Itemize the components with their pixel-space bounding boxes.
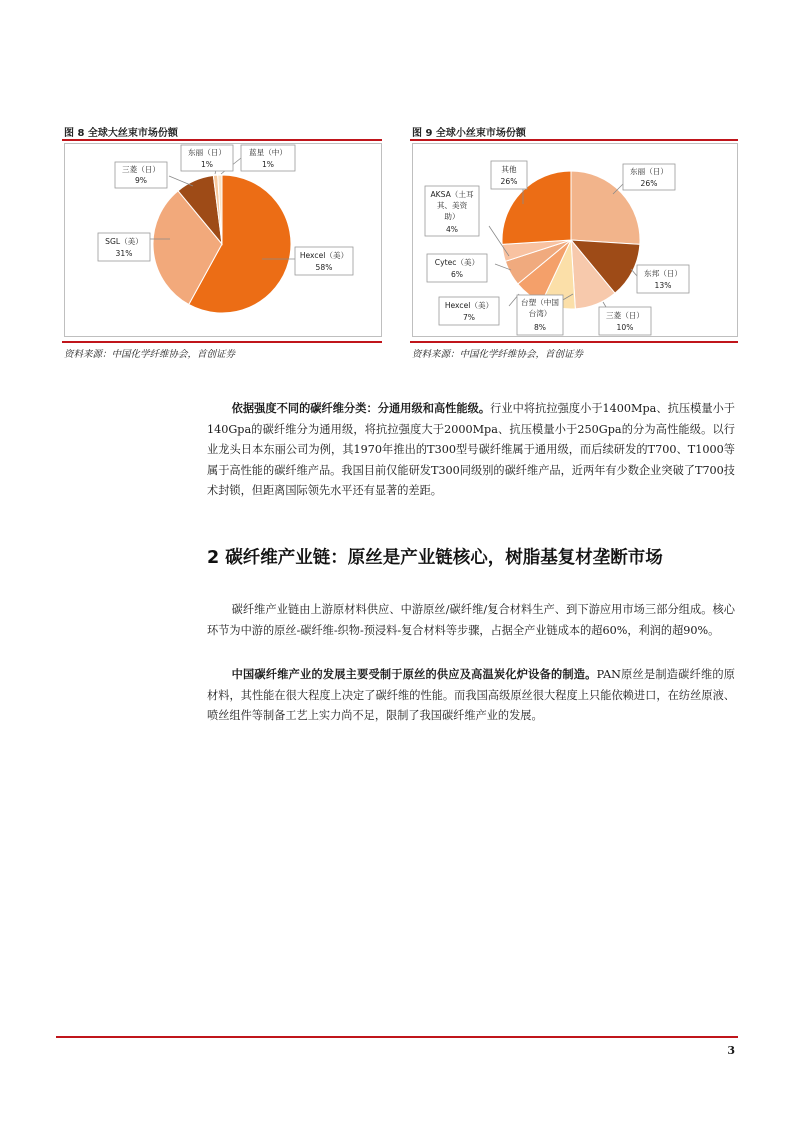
fig9-label-toho: 东邦（日） <box>644 269 682 278</box>
fig8-pct-toray: 1% <box>200 160 214 169</box>
section-heading: 2 碳纤维产业链：原丝是产业链核心，树脂基复材垄断市场 <box>207 548 663 568</box>
fig9-label-aksa-3: 助） <box>444 212 460 221</box>
fig8-label-hexcel: Hexcel（美） <box>299 251 349 260</box>
fig8-label-mitsubishi: 三菱（日） <box>122 165 160 174</box>
fig9-label-formosa-2: 台湾） <box>528 309 552 318</box>
fig9-label-toray: 东丽（日） <box>630 167 668 176</box>
fig8-label-sgl: SGL（美） <box>105 237 143 246</box>
figure-8-chart <box>64 143 382 337</box>
figure-8-bottom-rule <box>62 341 382 343</box>
paragraph-industry-chain <box>207 600 735 641</box>
fig9-pct-toho: 13% <box>654 281 672 290</box>
fig9-label-others: 其他 <box>501 165 517 174</box>
paragraph-precursor <box>207 664 735 727</box>
fig9-pct-formosa: 8% <box>533 323 547 332</box>
figure-9-title: 图 9 全球小丝束市场份额 <box>412 128 526 139</box>
footer-rule <box>56 1036 738 1038</box>
paragraph-precursor-lead: 中国碳纤维产业的发展主要受制于原丝的供应及高温炭化炉设备的制造。 <box>231 667 597 681</box>
figure-9-bottom-rule <box>410 341 738 343</box>
fig8-pct-sgl: 31% <box>115 249 133 258</box>
fig9-label-cytec: Cytec（美） <box>434 258 480 267</box>
fig9-label-formosa-1: 台塑（中国 <box>521 298 559 307</box>
paragraph-industry-chain-text: 碳纤维产业链由上游原材料供应、中游原丝/碳纤维/复合材料生产、到下游应用市场三部分组成。核心环节为中游的原丝-碳纤维-织物-预浸料-复合材料等步骤，占据全产业链成本的超60%，利润的超90%。 <box>207 603 735 637</box>
figure-9-pie-svg <box>413 144 737 336</box>
fig9-pct-aksa: 4% <box>445 225 459 234</box>
figure-8-pie-svg <box>65 144 381 336</box>
figure-8-top-rule <box>62 139 382 141</box>
fig9-label-aksa-2: 其、美资 <box>436 201 468 210</box>
fig8-label-bluestar: 蓝星（中） <box>249 148 287 157</box>
figure-8-title: 图 8 全球大丝束市场份额 <box>64 128 178 139</box>
fig9-label-aksa-1: AKSA（土耳 <box>430 190 474 199</box>
paragraph-classification <box>207 398 735 502</box>
fig9-pct-hexcel: 7% <box>462 313 476 322</box>
fig8-label-toray: 东丽（日） <box>188 148 226 157</box>
fig9-pct-others: 26% <box>500 177 518 186</box>
fig9-pct-toray: 26% <box>640 179 658 188</box>
figure-9-top-rule <box>410 139 738 141</box>
fig9-label-hexcel: Hexcel（美） <box>444 301 494 310</box>
figure-9-source: 资料来源：中国化学纤维协会，首创证券 <box>412 349 584 360</box>
fig9-pct-cytec: 6% <box>450 270 464 279</box>
figure-8-source: 资料来源：中国化学纤维协会，首创证券 <box>64 349 236 360</box>
fig8-pct-mitsubishi: 9% <box>134 176 148 185</box>
fig8-pct-hexcel: 58% <box>315 263 333 272</box>
figure-9-chart <box>412 143 738 337</box>
paragraph-classification-text: 行业中将抗拉强度小于1400Mpa、抗压模量小于140Gpa的碳纤维分为通用级，将抗拉强度大于2000Mpa、抗压模量小于250Gpa的分为高性能级。以行业龙头日本东丽公司为例，其1970年推出的T300型号碳纤维属于通用级，而后续研发的T700、T1000等属于高性能的碳纤维产品。我国目前仅能研发T300同级别的碳纤维产品，近两年有少数企业突破了T700技术封锁，但距离国际领先水平还有显著的差距。 <box>207 402 735 497</box>
page-number: 3 <box>727 1044 735 1057</box>
fig9-label-mitsubishi: 三菱（日） <box>606 311 644 320</box>
paragraph-precursor-text: PAN原丝是制造碳纤维的原材料，其性能在很大程度上决定了碳纤维的性能。而我国高级原丝很大程度上只能依赖进口，在纺丝原液、喷丝组件等制备工艺上实力尚不足，限制了我国碳纤维产业的发展。 <box>207 668 735 722</box>
fig9-pct-mitsubishi: 10% <box>616 323 634 332</box>
fig8-pct-bluestar: 1% <box>261 160 275 169</box>
paragraph-classification-lead: 依据强度不同的碳纤维分类：分通用级和高性能级。 <box>231 401 491 415</box>
